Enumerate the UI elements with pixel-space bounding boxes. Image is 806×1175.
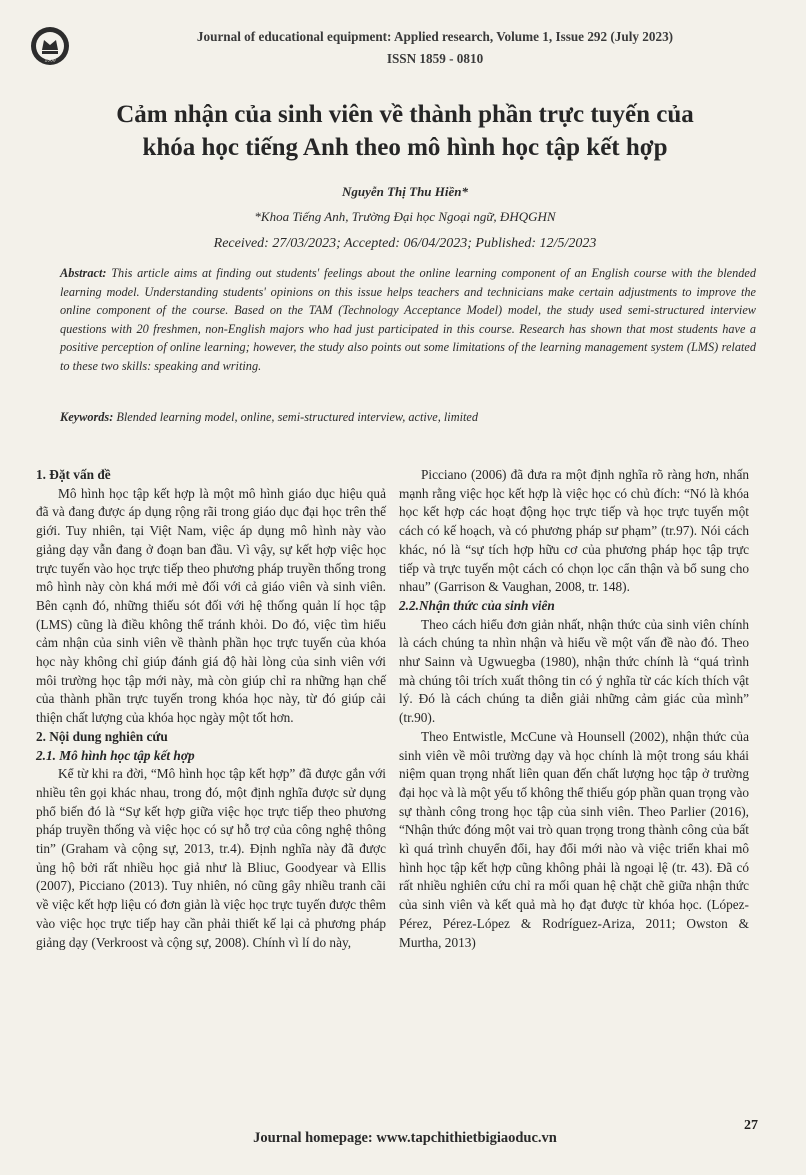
article-title	[40, 98, 770, 164]
right-column	[399, 466, 749, 952]
subsection-heading-2-2: 2.2.Nhận thức của sinh viên	[399, 597, 555, 613]
journal-logo	[30, 26, 70, 66]
section-heading-2: 2. Nội dung nghiên cứu	[36, 728, 168, 744]
section-heading-1: 1. Đặt vấn đề	[36, 467, 111, 482]
left-column	[36, 466, 386, 952]
author: Nguyễn Thị Thu Hiền*	[341, 184, 469, 199]
issn: ISSN 1859 - 0810	[386, 51, 484, 66]
paragraph: Picciano (2006) đã đưa ra một định nghĩa rõ ràng hơn, nhấn mạnh rằng việc học kết hợp là việc học có chủ đích: “Nó là khóa học kết hợp các hoạt động học trực tiếp và học trực tuyến một cách có kế hoạch, và có phương pháp sư phạm” (tr.97). Nói cách khác, nó là “sự tích hợp hữu cơ của phương pháp học tập trực tiếp và trực tuyến một cách có chọn lọc cẩn thận và bổ sung cho nhau” (Garrison & Vaughan, 2008, tr. 148).	[399, 467, 749, 595]
abstract-label: Abstract:	[60, 266, 107, 280]
abstract	[60, 264, 756, 375]
title-line-2: khóa học tiếng Anh theo mô hình học tập kết hợp	[142, 134, 668, 161]
paragraph: Kể từ khi ra đời, “Mô hình học tập kết hợp” đã được gắn với nhiều tên gọi khác nhau, trong đó, một định nghĩa được sử dụng phổ biến đó là “Sự kết hợp giữa việc học trực tiếp theo phương pháp truyền thống và việc học có sự hỗ trợ của công nghệ thông tin” (Graham và cộng sự, 2013, tr.4). Định nghĩa này đã được ủng hộ bởi rất nhiều học giả như là Bliuc, Goodyear và Ellis (2007), Picciano (2013). Tuy nhiên, nó cũng gây nhiều tranh cãi về việc kết hợp liệu có đơn giản là việc học trực tuyến được thêm vào việc học trực tiếp hay cần phải thiết kế lại cả phương pháp giảng dạy (Verkroost và cộng sự, 2008). Chính vì lí do này,	[36, 766, 386, 950]
logo-year: 1960	[44, 57, 56, 64]
title-line-1: Cảm nhận của sinh viên về thành phần trực tuyến của	[116, 101, 694, 128]
abstract-text: This article aims at finding out students' feelings about the online learning component of an English course with the blended learning model. Understanding students' opinions on this issue helps teachers and technicians make certain adjustments to improve the online component of the course. Based on the TAM (Technology Acceptance Model) model, the study used semi-structured interview questions with 20 freshmen, non-English majors who had just participated in this course. Research has shown that most students have a positive perception of online learning; however, the study also points out some limitations of the learning management system (LMS) related to these two skills: speaking and writing.	[60, 266, 756, 373]
subsection-heading-2-1: 2.1. Mô hình học tập kết hợp	[36, 747, 195, 763]
page-number: 27	[744, 1118, 758, 1133]
affiliation: *Khoa Tiếng Anh, Trường Đại học Ngoại ngữ, ĐHQGHN	[254, 209, 556, 224]
keywords-text: Blended learning model, online, semi-structured interview, active, limited	[116, 410, 479, 424]
keywords	[60, 410, 756, 425]
paragraph: Theo cách hiểu đơn giản nhất, nhận thức của sinh viên chính là cách chúng ta nhìn nhận và hiểu về một vấn đề nào đó. Theo như Sainn và Ugwuegba (1980), nhận thức chính là “quá trình mà chúng tôi trích xuất thông tin có ý nghĩa từ các kích thích vật lý. Đó là cách chúng ta diễn giải những cảm giác của mình” (tr.90).	[399, 616, 749, 726]
dates: Received: 27/03/2023; Accepted: 06/04/2023; Published: 12/5/2023	[213, 236, 597, 251]
journal-homepage: Journal homepage: www.tapchithietbigiaoduc.vn	[253, 1130, 557, 1146]
paragraph: Theo Entwistle, McCune và Hounsell (2002), nhận thức của sinh viên về môi trường dạy và học chính là một trong sáu khái niệm quan trọng nhất liên quan đến chất lượng học tập ở trường đại học và là một yếu tố không thể thiếu góp phần quan trọng vào sự thành công trong học tập của sinh viên. Theo Parlier (2016), “Nhận thức đóng một vai trò quan trọng trong thành công của bất kì quá trình chuyển đổi, hay đổi mới nào và việc triển khai mô hình học tập kết hợp cũng không phải là ngoại lệ (tr. 43). Đã có rất nhiều nghiên cứu chỉ ra mối quan hệ chặt chẽ giữa nhận thức của sinh viên và kết quả mà họ đạt được từ khóa học. (López-Pérez, Pérez-López & Rodríguez-Ariza, 2011; Owston & Murtha, 2013)	[399, 728, 749, 950]
keywords-label: Keywords:	[60, 410, 114, 424]
paragraph: Mô hình học tập kết hợp là một mô hình giáo dục hiệu quả đã và đang được áp dụng rộng rãi trong giáo dục đại học trên thế giới. Tuy nhiên, tại Việt Nam, việc áp dụng mô hình này vào giảng dạy vẫn đang ở đoạn ban đầu. Vì vậy, sự kết hợp việc học trực tuyến vào học trực tiếp theo phương pháp truyền thống trong mô hình này còn khá mới mẻ đối với cả giáo viên và sinh viên. Bên cạnh đó, những thiếu sót đối với hệ thống quản lí học tập (LMS) cũng là điều không thể tránh khỏi. Do đó, việc tìm hiểu cảm nhận của sinh viên về thành phần học trực tuyến của khóa học này không chỉ giúp đánh giá độ hài lòng của sinh viên với môi trường học tập mới này, mà còn giúp chỉ ra những hạn chế của thành phần trực tuyến trong khóa học này, từ đó giúp cải thiện chất lượng của khóa học ngày một tốt hơn.	[36, 485, 386, 726]
journal-line: Journal of educational equipment: Applied research, Volume 1, Issue 292 (July 2023)	[196, 29, 674, 44]
journal-header	[120, 26, 750, 70]
